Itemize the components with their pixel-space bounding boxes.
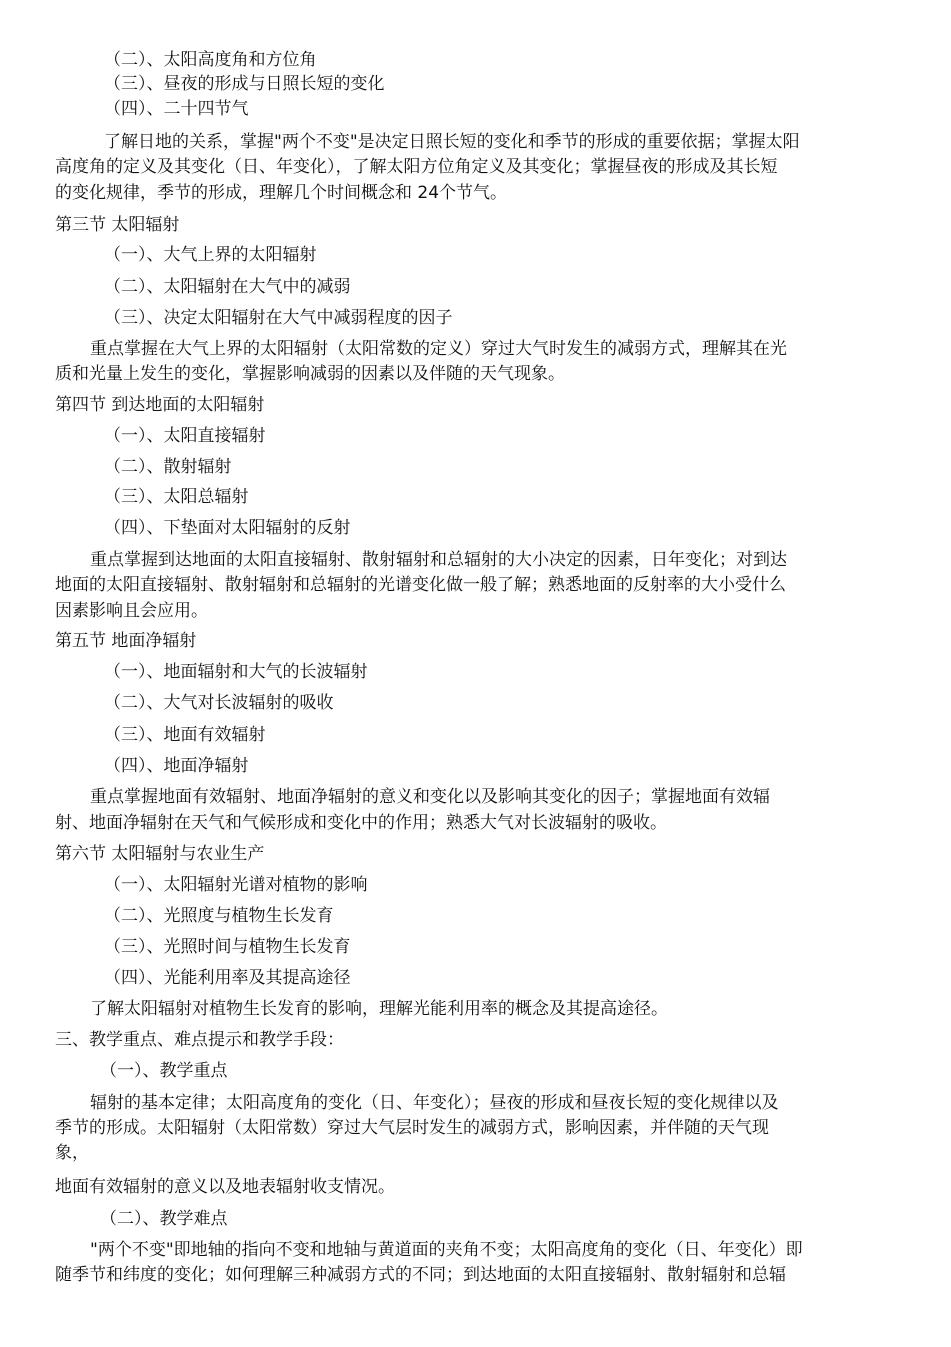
paragraph-line: 辐射的基本定律；太阳高度角的变化（日、年变化）；昼夜的形成和昼夜长短的变化规律以及 [90, 1093, 779, 1113]
subsection-item: （三）、太阳总辐射 [104, 487, 249, 507]
paragraph-line: 地面的太阳直接辐射、散射辐射和总辐射的光谱变化做一般了解；熟悉地面的反射率的大小受什么 [55, 575, 786, 595]
subsection-item: （三）、昼夜的形成与日照长短的变化 [104, 74, 385, 94]
subsection-item: （一）、太阳辐射光谱对植物的影响 [104, 875, 368, 895]
section-heading: 第五节 地面净辐射 [55, 631, 197, 651]
section-heading: 第三节 太阳辐射 [55, 215, 180, 235]
subsection-item: （二）、太阳辐射在大气中的减弱 [104, 277, 351, 297]
subsection-item: （三）、光照时间与植物生长发育 [104, 937, 351, 957]
paragraph-line: 重点掌握在大气上界的太阳辐射（太阳常数的定义）穿过大气时发生的减弱方式，理解其在光 [90, 339, 787, 359]
paragraph-line: 的变化规律，季节的形成，理解几个时间概念和 24个节气。 [55, 183, 508, 203]
subsection-item: （一）、教学重点 [100, 1061, 228, 1081]
paragraph-line: 射、地面净辐射在天气和气候形成和变化中的作用；熟悉大气对长波辐射的吸收。 [55, 813, 667, 833]
section-heading: 第四节 到达地面的太阳辐射 [55, 395, 265, 415]
subsection-item: （四）、地面净辐射 [104, 756, 249, 776]
paragraph-line: 随季节和纬度的变化；如何理解三种减弱方式的不同；到达地面的太阳直接辐射、散射辐射和总辐 [55, 1265, 786, 1285]
section-heading: 第六节 太阳辐射与农业生产 [55, 844, 265, 864]
subsection-item: （二）、大气对长波辐射的吸收 [104, 693, 334, 713]
chapter-heading: 三、教学重点、难点提示和教学手段： [55, 1030, 344, 1050]
subsection-item: （二）、光照度与植物生长发育 [104, 906, 334, 926]
paragraph-line: 季节的形成。太阳辐射（太阳常数）穿过大气层时发生的减弱方式，影响因素，并伴随的天气现 [55, 1118, 769, 1138]
paragraph-line: 重点掌握地面有效辐射、地面净辐射的意义和变化以及影响其变化的因子；掌握地面有效辐 [90, 787, 770, 807]
subsection-item: （四）、二十四节气 [104, 99, 249, 119]
paragraph-line: 了解太阳辐射对植物生长发育的影响，理解光能利用率的概念及其提高途径。 [90, 999, 668, 1019]
subsection-item: （一）、地面辐射和大气的长波辐射 [104, 662, 368, 682]
paragraph-line: 高度角的定义及其变化（日、年变化），了解太阳方位角定义及其变化；掌握昼夜的形成及其长短 [55, 157, 778, 177]
paragraph-line: 质和光量上发生的变化，掌握影响减弱的因素以及伴随的天气现象。 [55, 364, 565, 384]
subsection-item: （一）、大气上界的太阳辐射 [104, 245, 317, 265]
subsection-item: （一）、太阳直接辐射 [104, 426, 266, 446]
paragraph-line: 重点掌握到达地面的太阳直接辐射、散射辐射和总辐射的大小决定的因素，日年变化；对到达 [90, 550, 787, 570]
paragraph-line: 了解日地的关系，掌握"两个不变"是决定日照长短的变化和季节的形成的重要依据；掌握太阳 [104, 132, 800, 152]
subsection-item: （三）、地面有效辐射 [104, 725, 266, 745]
subsection-item: （三）、决定太阳辐射在大气中减弱程度的因子 [104, 308, 453, 328]
paragraph-line: "两个不变"即地轴的指向不变和地轴与黄道面的夹角不变；太阳高度角的变化（日、年变化）即 [90, 1240, 803, 1260]
paragraph-line: 象， [55, 1143, 89, 1163]
subsection-item: （四）、下垫面对太阳辐射的反射 [104, 518, 351, 538]
subsection-item: （二）、太阳高度角和方位角 [104, 50, 317, 70]
subsection-item: （二）、教学难点 [100, 1209, 228, 1229]
subsection-item: （四）、光能利用率及其提高途径 [104, 968, 351, 988]
paragraph-line: 因素影响且会应用。 [55, 601, 208, 621]
paragraph-line: 地面有效辐射的意义以及地表辐射收支情况。 [55, 1177, 395, 1197]
subsection-item: （二）、散射辐射 [104, 457, 232, 477]
